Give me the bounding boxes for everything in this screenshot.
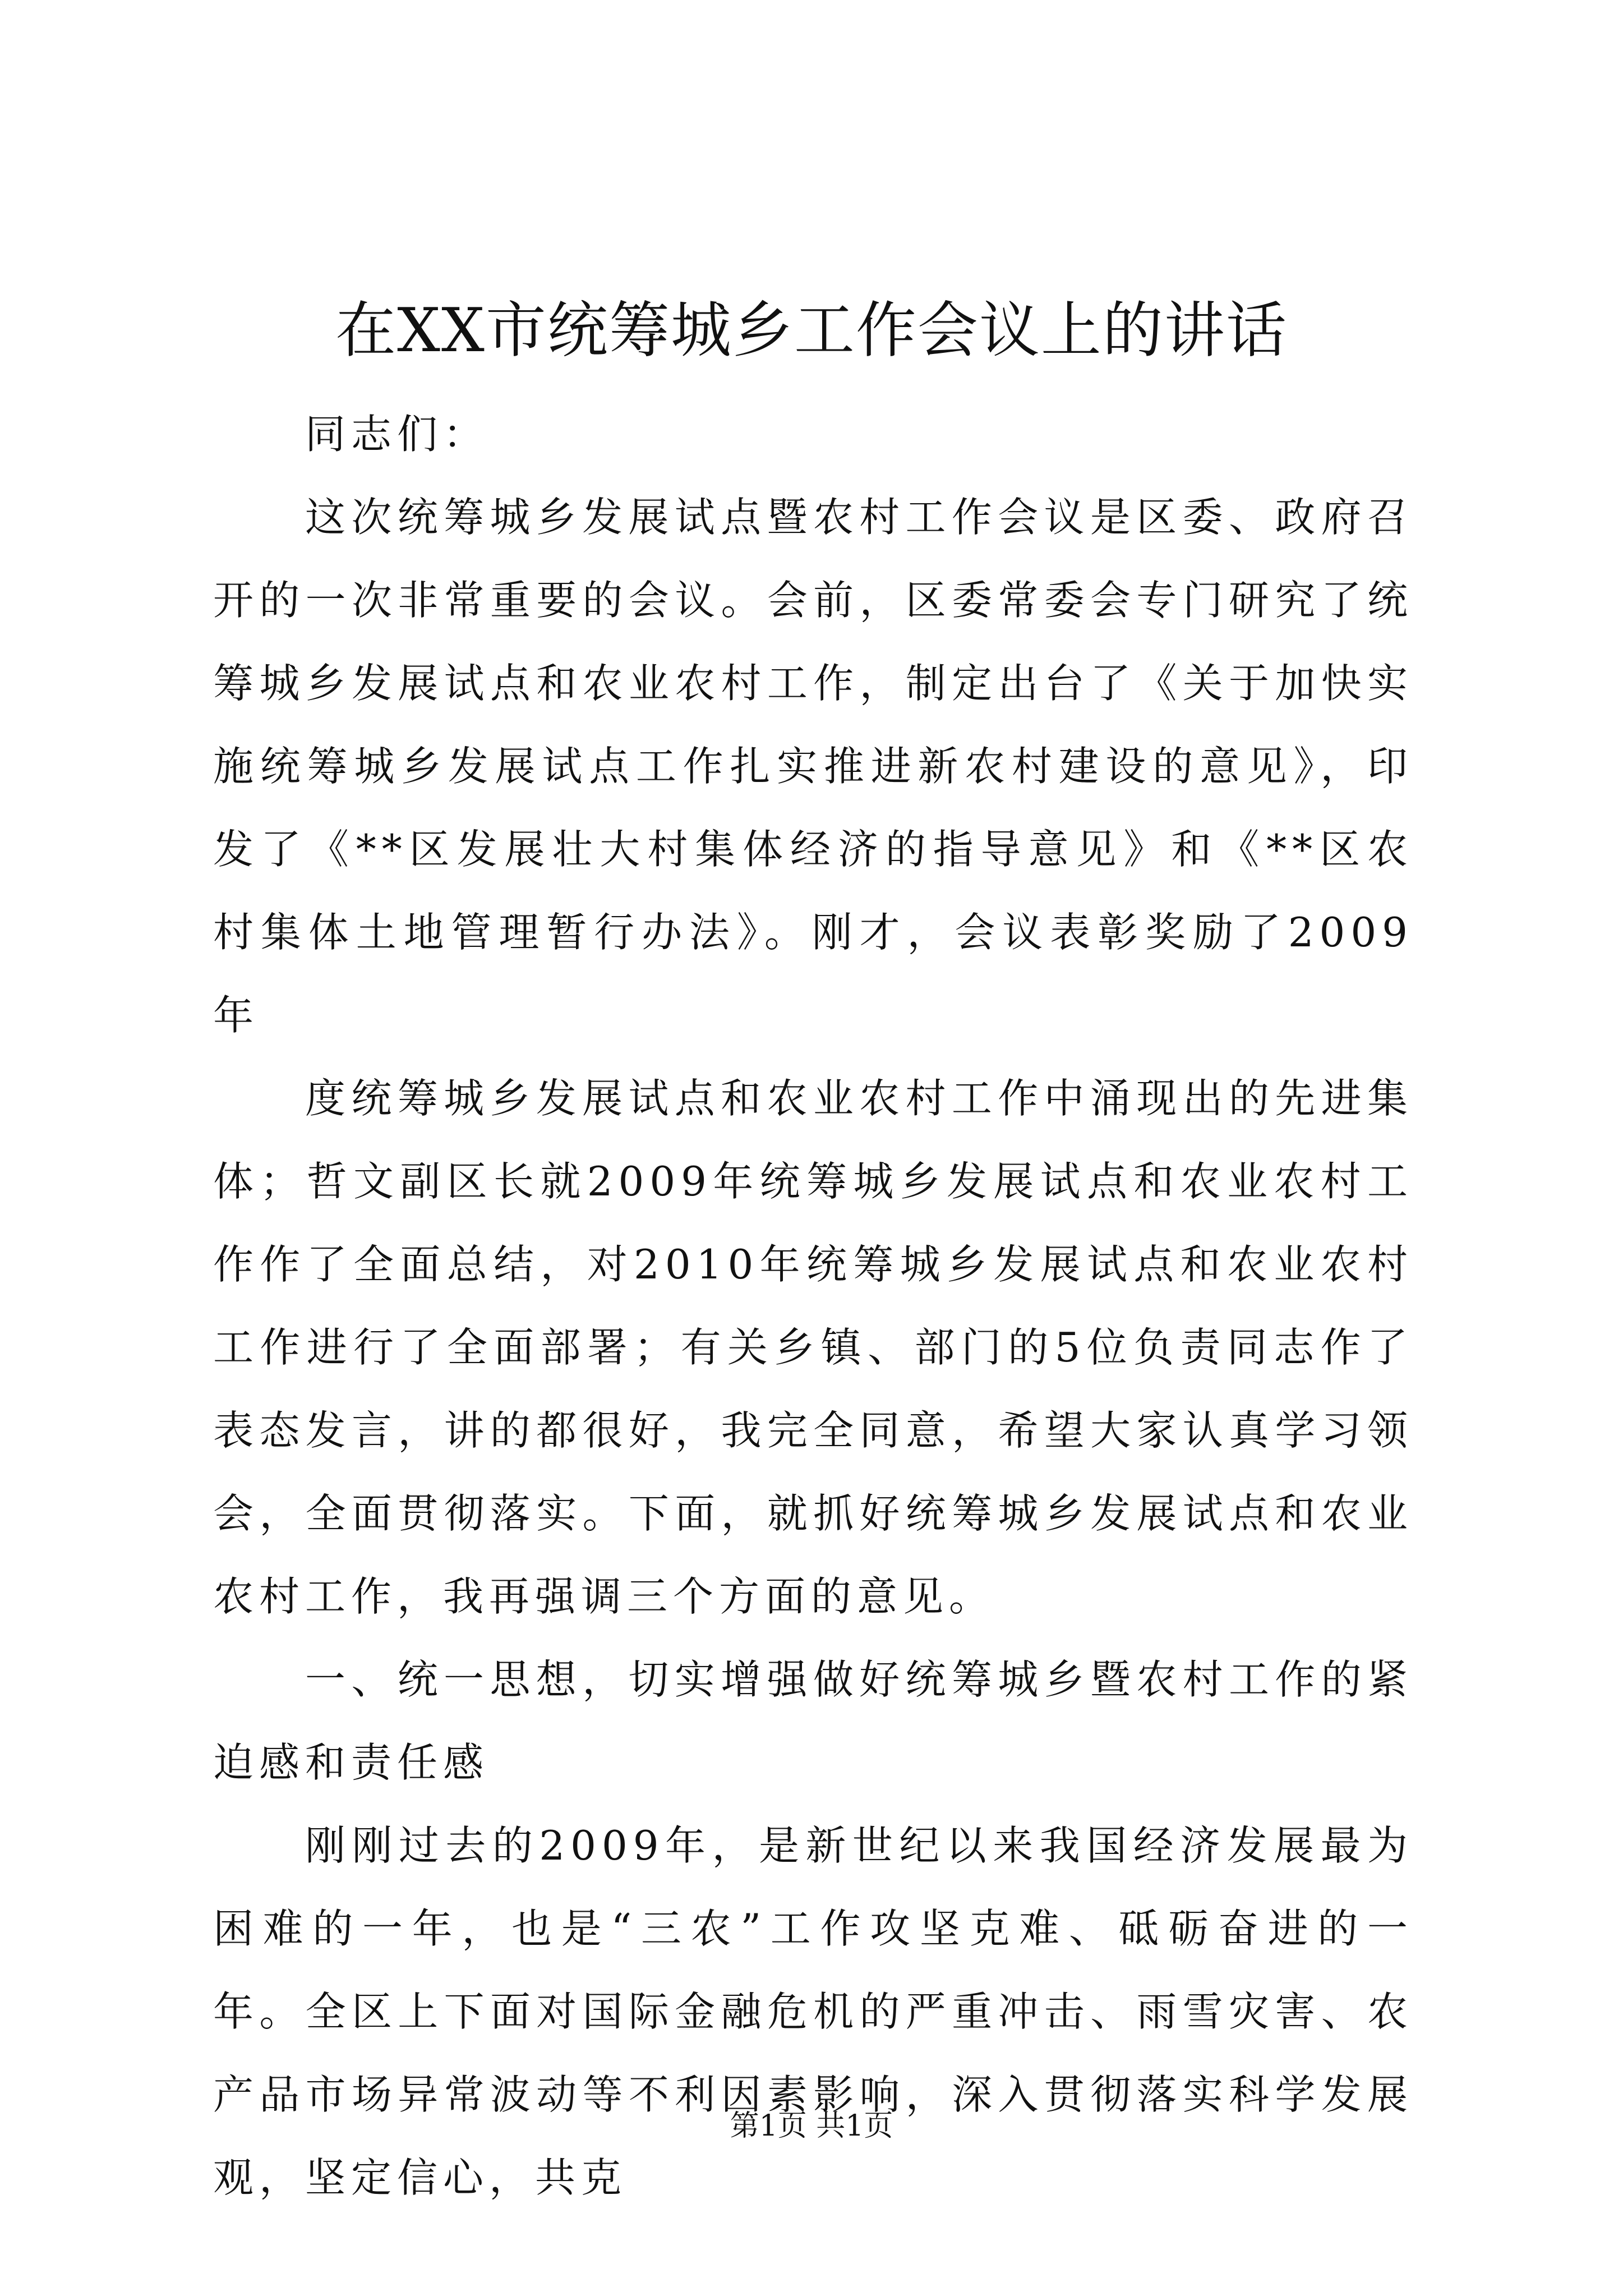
document-title: 在XX市统筹城乡工作会议上的讲话: [335, 296, 1288, 366]
document-body: [213, 393, 1413, 2219]
page-footer: 第1页 共1页: [730, 2109, 893, 2143]
section-heading-1: 一、统一思想，切实增强做好统筹城乡暨农村工作的紧迫感和责任感: [213, 1656, 1413, 1786]
salutation: 同志们：: [305, 411, 490, 458]
paragraph-summary: 度统筹城乡发展试点和农业农村工作中涌现出的先进集体；哲文副区长就2009年统筹城乡发展试点和农业农村工作作了全面总结，对2010年统筹城乡发展试点和农业农村工作进行了全面部署；有关乡镇、部门的5位负责同志作了表态发言，讲的都很好，我完全同意，希望大家认真学习领会，全面贯彻落实。下面，就抓好统筹城乡发展试点和农业农村工作，我再强调三个方面的意见。: [213, 1075, 1413, 1620]
paragraph-intro: 这次统筹城乡发展试点暨农村工作会议是区委、政府召开的一次非常重要的会议。会前，区委常委会专门研究了统筹城乡发展试点和农业农村工作，制定出台了《关于加快实施统筹城乡发展试点工作扎实推进新农村建设的意见》，印发了《**区发展壮大村集体经济的指导意见》和《**区农村集体土地管理暂行办法》。刚才，会议表彰奖励了2009年: [213, 494, 1413, 1039]
paragraph-section-1: 刚刚过去的2009年，是新世纪以来我国经济发展最为困难的一年，也是“三农”工作攻坚克难、砥砺奋进的一年。全区上下面对国际金融危机的严重冲击、雨雪灾害、农产品市场异常波动等不利因素影响，深入贯彻落实科学发展观，坚定信心，共克: [213, 1822, 1413, 2201]
